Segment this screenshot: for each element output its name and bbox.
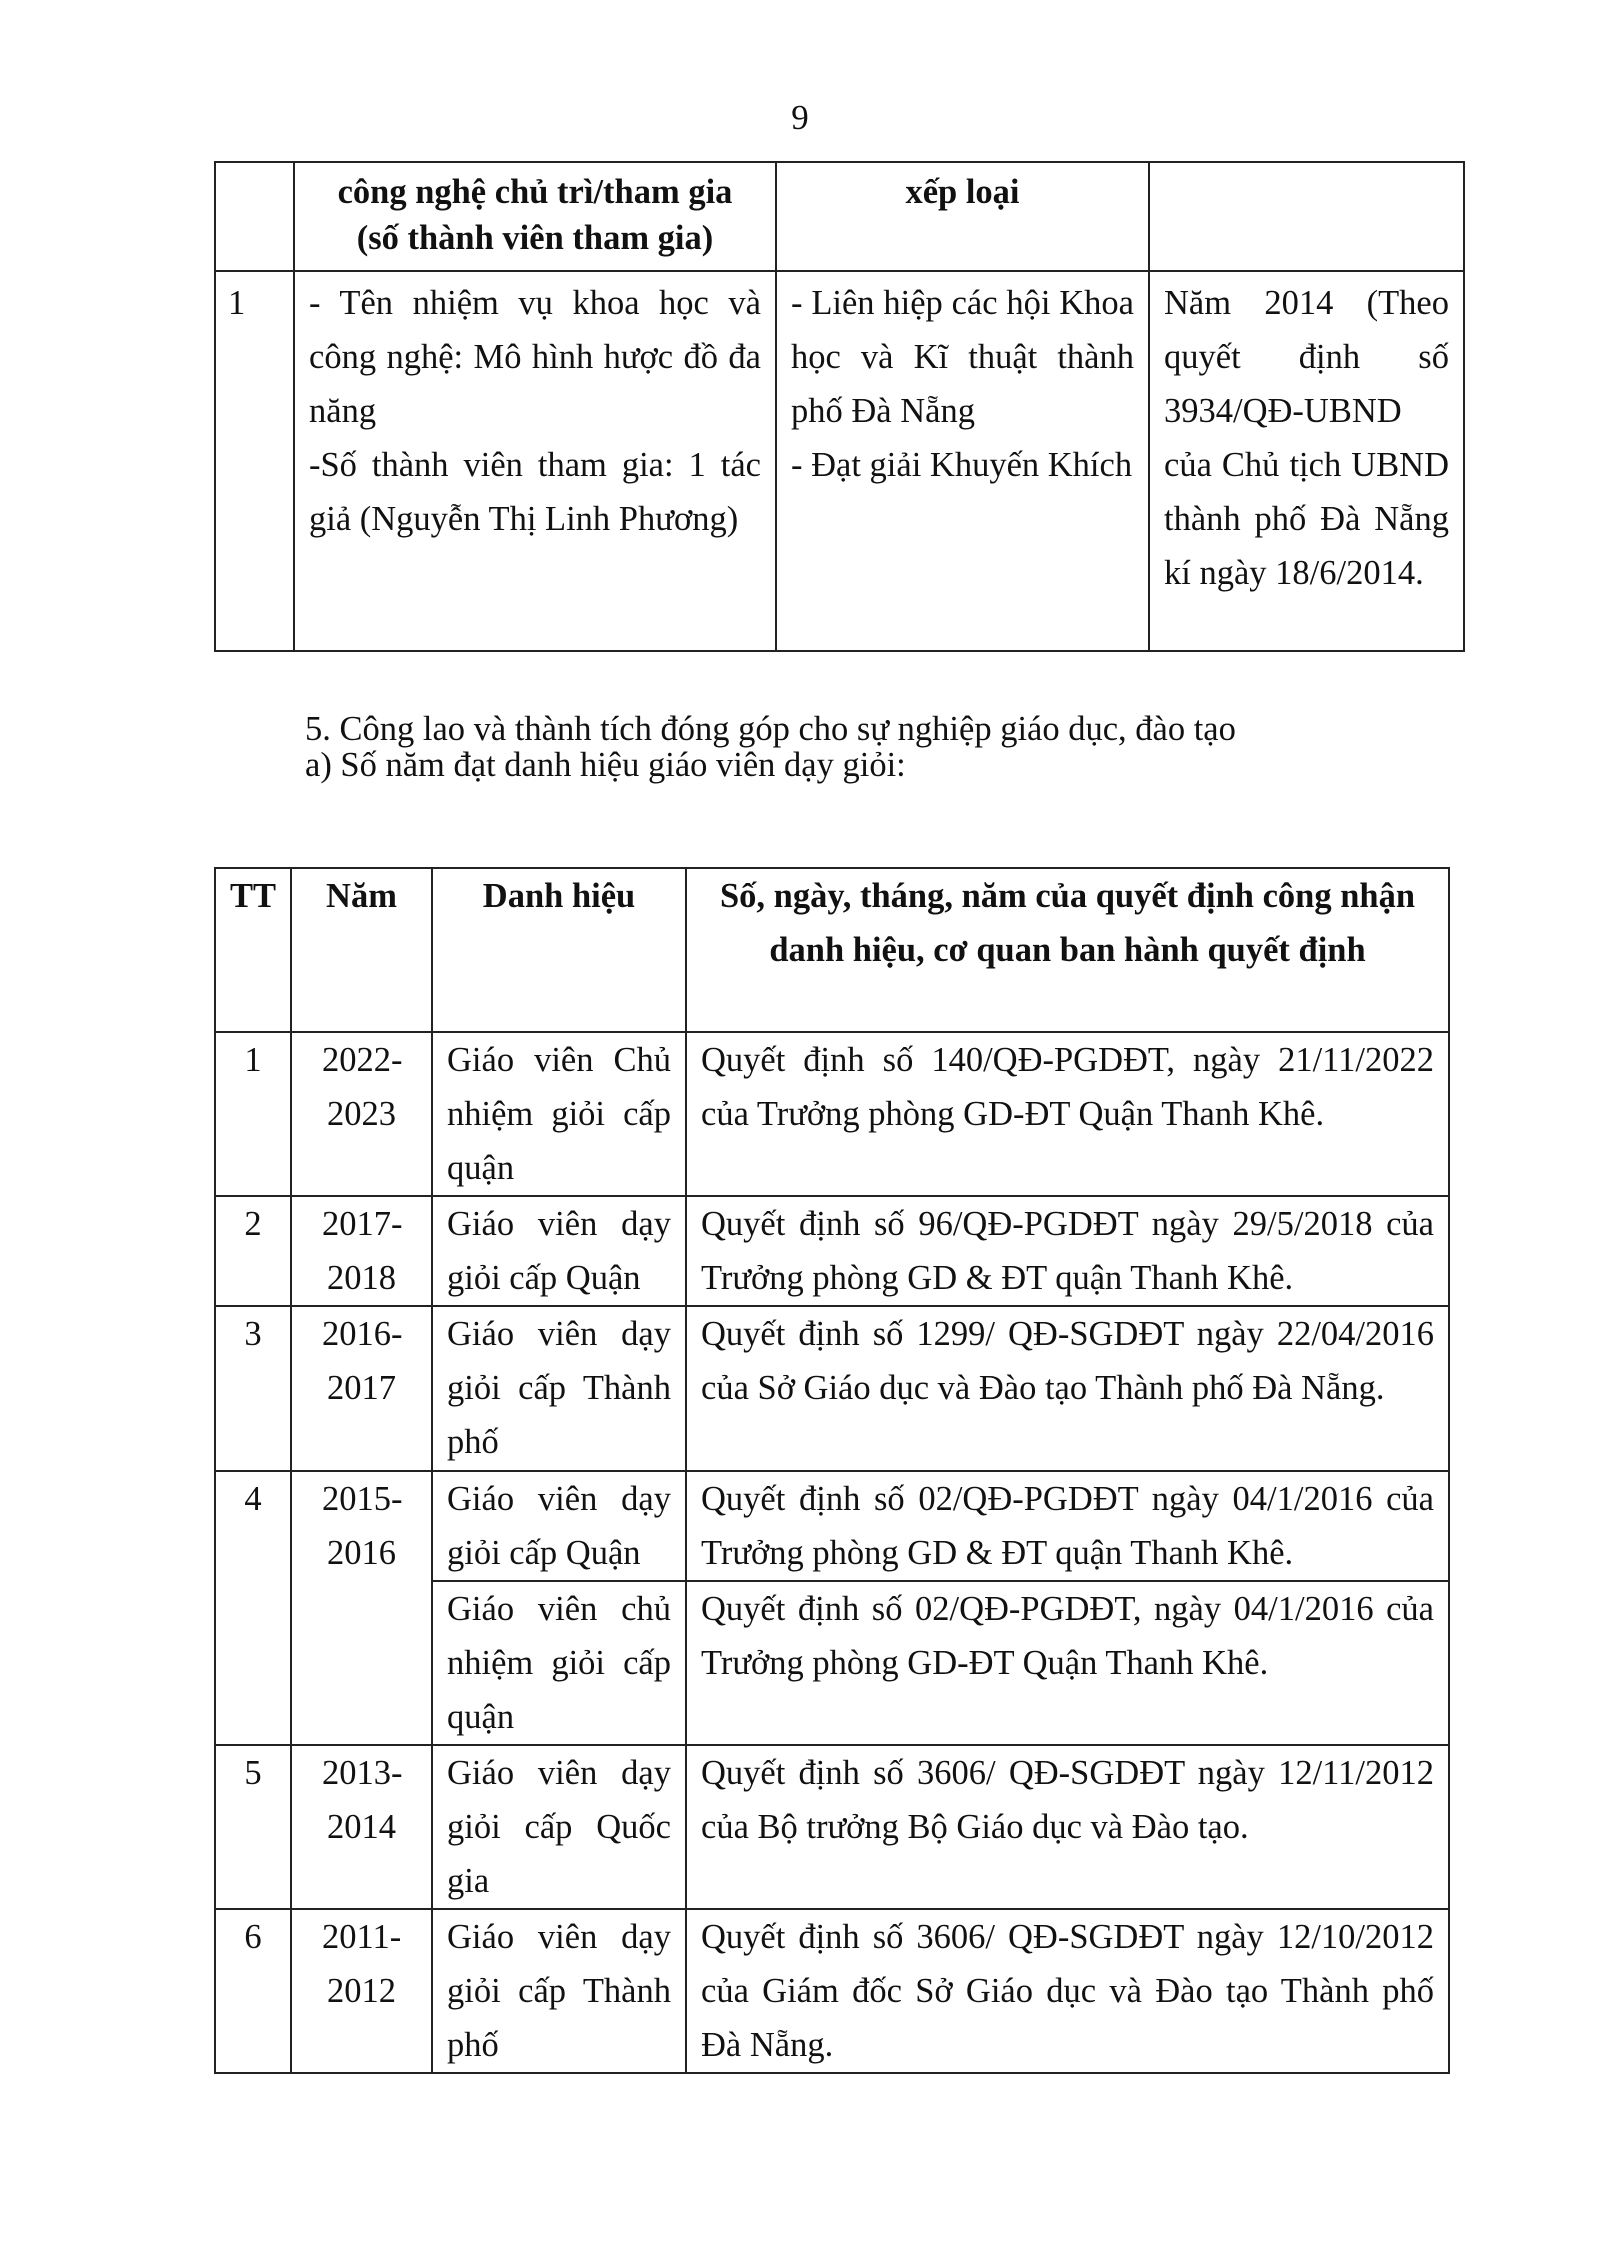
- cell-danh-hieu: Giáo viên dạy giỏi cấp Thành phố: [432, 1909, 686, 2073]
- cell-tt: 1: [215, 1032, 291, 1196]
- cell-quyet-dinh: Quyết định số 3606/ QĐ-SGDĐT ngày 12/11/2012 của Bộ trưởng Bộ Giáo dục và Đào tạo.: [686, 1745, 1449, 1909]
- cell-tt: 6: [215, 1909, 291, 2073]
- table-row: [215, 1909, 1449, 2073]
- cell-decision: Năm 2014 (Theo quyết định số 3934/QĐ-UBND của Chủ tịch UBND thành phố Đà Nẵng kí ngày 18/6/2014.: [1149, 271, 1464, 651]
- table-row: [215, 1032, 1449, 1196]
- cell-rating: [776, 271, 1149, 651]
- cell-nam: 2015-2016: [291, 1471, 432, 1745]
- teaching-awards-table: [214, 867, 1450, 2074]
- research-table: [214, 161, 1465, 652]
- cell-danh-hieu: Giáo viên dạy giỏi cấp Quận: [432, 1471, 686, 1581]
- section-heading: 5. Công lao và thành tích đóng góp cho sự nghiệp giáo dục, đào tạo: [305, 710, 1236, 748]
- table-row: [215, 271, 1464, 651]
- header-danh-hieu: Danh hiệu: [432, 868, 686, 1032]
- rating-award: - Đạt giải Khuyến Khích: [791, 446, 1133, 484]
- header-nam: Năm: [291, 868, 432, 1032]
- cell-danh-hieu: Giáo viên dạy giỏi cấp Quốc gia: [432, 1745, 686, 1909]
- cell-danh-hieu: Giáo viên Chủ nhiệm giỏi cấp quận: [432, 1032, 686, 1196]
- cell-danh-hieu: Giáo viên dạy giỏi cấp Thành phố: [432, 1306, 686, 1471]
- table-row: [215, 1745, 1449, 1909]
- cell-tt: 4: [215, 1471, 291, 1745]
- cell-tt: 5: [215, 1745, 291, 1909]
- cell-task: [294, 271, 776, 651]
- cell-nam: 2017-2018: [291, 1196, 432, 1306]
- header-cell-task: [294, 162, 776, 271]
- header-task-line: (số thành viên tham gia): [356, 219, 714, 257]
- rating-organization: - Liên hiệp các hội Khoa học và Kĩ thuật thành phố Đà Nẵng: [791, 284, 1134, 430]
- cell-quyet-dinh: Quyết định số 140/QĐ-PGDĐT, ngày 21/11/2022 của Trưởng phòng GD-ĐT Quận Thanh Khê.: [686, 1032, 1449, 1196]
- cell-tt: 3: [215, 1306, 291, 1471]
- table-header-row: [215, 868, 1449, 1032]
- task-name: - Tên nhiệm vụ khoa học và công nghệ: Mô hình hược đồ đa năng: [309, 284, 761, 430]
- cell-nam: 2016-2017: [291, 1306, 432, 1471]
- cell-quyet-dinh: Quyết định số 96/QĐ-PGDĐT ngày 29/5/2018 của Trưởng phòng GD & ĐT quận Thanh Khê.: [686, 1196, 1449, 1306]
- cell-quyet-dinh: Quyết định số 3606/ QĐ-SGDĐT ngày 12/10/2012 của Giám đốc Sở Giáo dục và Đào tạo Thành phố Đà Nẵng.: [686, 1909, 1449, 2073]
- cell-quyet-dinh: Quyết định số 02/QĐ-PGDĐT ngày 04/1/2016 của Trưởng phòng GD & ĐT quận Thanh Khê.: [686, 1471, 1449, 1581]
- header-cell-rating: xếp loại: [776, 162, 1149, 271]
- header-cell-empty: [215, 162, 294, 271]
- header-tt: TT: [215, 868, 291, 1032]
- cell-quyet-dinh: Quyết định số 02/QĐ-PGDĐT, ngày 04/1/2016 của Trưởng phòng GD-ĐT Quận Thanh Khê.: [686, 1581, 1449, 1745]
- page-number: 9: [791, 98, 809, 137]
- header-quyet-dinh: Số, ngày, tháng, năm của quyết định công nhận danh hiệu, cơ quan ban hành quyết định: [686, 868, 1449, 1032]
- cell-nam: 2011-2012: [291, 1909, 432, 2073]
- cell-quyet-dinh: Quyết định số 1299/ QĐ-SGDĐT ngày 22/04/2016 của Sở Giáo dục và Đào tạo Thành phố Đà Nẵng.: [686, 1306, 1449, 1471]
- table-header-row: [215, 162, 1464, 271]
- cell-danh-hieu: Giáo viên dạy giỏi cấp Quận: [432, 1196, 686, 1306]
- cell-danh-hieu: Giáo viên chủ nhiệm giỏi cấp quận: [432, 1581, 686, 1745]
- header-cell-empty-2: [1149, 162, 1464, 271]
- cell-tt: 2: [215, 1196, 291, 1306]
- table-row: [215, 1471, 1449, 1581]
- table-row: [215, 1196, 1449, 1306]
- cell-nam: 2022-2023: [291, 1032, 432, 1196]
- header-task-line: công nghệ chủ trì/tham gia: [337, 173, 733, 211]
- task-members: -Số thành viên tham gia: 1 tác giả (Nguyễn Thị Linh Phương): [309, 446, 761, 538]
- table-row: [215, 1306, 1449, 1471]
- section-subheading: a) Số năm đạt danh hiệu giáo viên dạy giỏi:: [305, 746, 906, 784]
- cell-stt: 1: [215, 271, 294, 651]
- cell-nam: 2013-2014: [291, 1745, 432, 1909]
